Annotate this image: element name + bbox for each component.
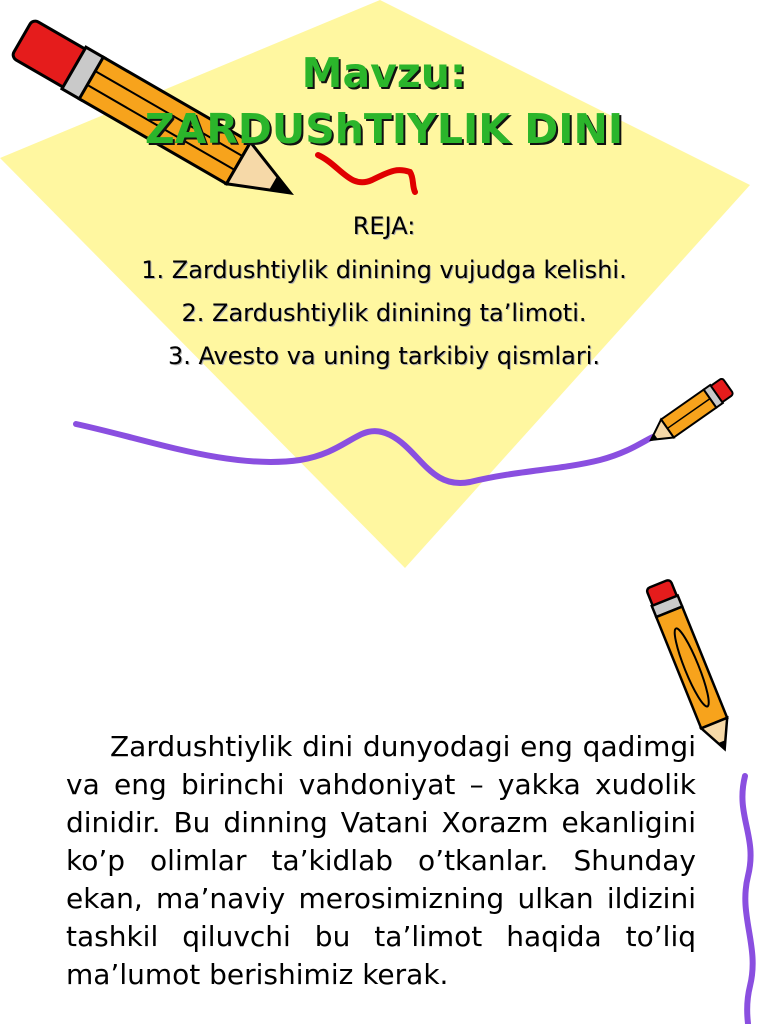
slide-2 xyxy=(0,576,768,1024)
plan-heading: REJA: xyxy=(352,212,416,240)
plan-item: 1. Zardushtiylik dinining vujudga kelishi. xyxy=(141,256,627,284)
small-pencil-icon xyxy=(643,377,734,450)
slide-body-paragraph: Zardushtiylik dini dunyodagi eng qadimgi va eng birinchi vahdoniyat – yakka xudolik dinidir. Bu dinning Vatani Xorazm ekanligini ko’p olimlar ta’kidlab o’tkanlar. Shunday ekan, ma’naviy merosimizning ulkan ildizini tashkil qiluvchi bu ta’limot haqida to’liq ma’lumot berishimiz kerak. xyxy=(66,730,696,991)
slide-title-line-1: Mavzu: xyxy=(301,49,467,97)
slide-title-line-2: ZARDUShTIYLIK DINI xyxy=(144,105,624,153)
purple-vertical-squiggle-line xyxy=(742,776,752,1024)
plan-item: 2. Zardushtiylik dinining ta’limoti. xyxy=(181,299,587,327)
plan-item: 3. Avesto va uning tarkibiy qismlari. xyxy=(167,342,601,370)
